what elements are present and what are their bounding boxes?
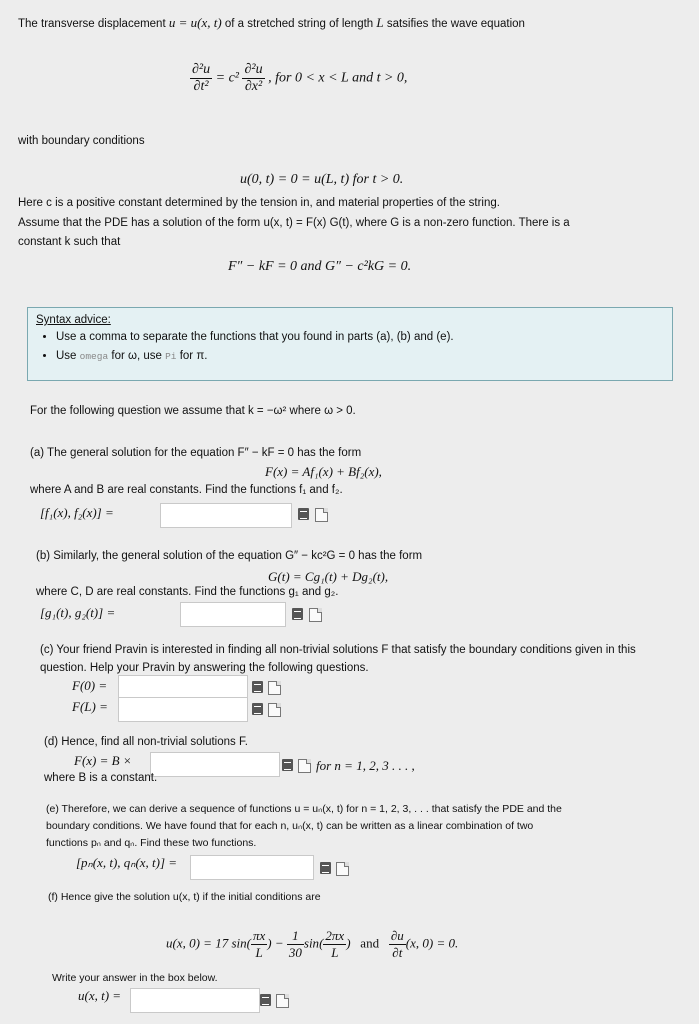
part-a-label: [f₁(x), f₂(x)] = (40, 505, 114, 520)
ode-pair: F″ − kF = 0 and G″ − c²kG = 0. (228, 259, 412, 274)
part-a-text2: where A and B are real constants. Find the functions f₁ and f₂. (30, 484, 343, 496)
part-d-text: (d) Hence, find all non-trivial solutions F. (44, 736, 248, 748)
u-definition: u = u(x, t) (168, 15, 222, 30)
preview-icon[interactable] (252, 681, 263, 693)
preview-icon[interactable] (320, 862, 331, 874)
part-f-text2: Write your answer in the box below. (52, 972, 218, 984)
help-document-icon[interactable] (309, 608, 322, 622)
preview-icon[interactable] (292, 608, 303, 620)
part-b-label: [g₁(t), g₂(t)] = (40, 605, 116, 620)
part-d-label: F(x) = B × (74, 753, 132, 768)
advice-item-symbols: • Use omega for ω, use Pi for π. (56, 347, 454, 366)
help-document-icon[interactable] (268, 681, 281, 695)
initial-conditions: u(x, 0) = 17 sin( $\frac{\pi x}{L}$ ) − $\frac{1}{30}$ sin( $\frac{2\pi x}{L}$ ) and $\frac{\partial u}{\partial t}$ (x, 0) = 0. (166, 928, 459, 960)
part-d-suffix: for n = 1, 2, 3 . . . , (316, 758, 415, 773)
preview-icon[interactable] (298, 508, 309, 520)
help-document-icon[interactable] (268, 703, 281, 717)
code-omega: omega (79, 351, 109, 362)
part-f-text: (f) Hence give the solution u(x, t) if the initial conditions are (48, 891, 321, 903)
fl-input[interactable] (118, 697, 248, 722)
part-f-label: u(x, t) = (78, 988, 122, 1003)
part-e-text2: boundary conditions. We have found that for each n, uₙ(x, t) can be written as a linear combination of two (46, 820, 534, 832)
constant-text: constant k such that (18, 236, 121, 248)
intro-line: The transverse displacement u = u(x, t) of a stretched string of length L satsifies the wave equation (18, 15, 525, 30)
help-document-icon[interactable] (315, 508, 328, 522)
help-document-icon[interactable] (336, 862, 349, 876)
part-d-input[interactable] (150, 752, 280, 777)
here-c-text: Here c is a positive constant determined by the tension in, and material properties of the string. (18, 197, 500, 209)
syntax-advice-panel (27, 307, 673, 381)
part-c-text2: question. Help your Pravin by answering the following questions. (40, 662, 369, 674)
part-b-formula: G(t) = Cg₁(t) + Dg₂(t), (268, 569, 389, 584)
assumption-text: For the following question we assume that k = −ω² where ω > 0. (30, 405, 356, 417)
boundary-conditions: u(0, t) = 0 = u(L, t) for t > 0. (240, 172, 404, 187)
part-c-label-fl: F(L) = (72, 699, 108, 714)
part-b-input[interactable] (180, 602, 286, 627)
preview-icon[interactable] (252, 703, 263, 715)
part-f-input[interactable] (130, 988, 260, 1013)
wave-equation: $\frac{\text{∂²u}}{\text{∂t²}}$ = c² $\frac{\text{∂²u}}{\text{∂x²}}$ , for 0 < x < L and t > 0, (192, 62, 408, 94)
part-e-input[interactable] (190, 855, 314, 880)
preview-icon[interactable] (282, 759, 293, 771)
help-document-icon[interactable] (298, 759, 311, 773)
assume-text: Assume that the PDE has a solution of the form u(x, t) = F(x) G(t), where G is a non-zero function. There is a (18, 217, 570, 229)
part-a-input[interactable] (160, 503, 292, 528)
part-e-text: (e) Therefore, we can derive a sequence of functions u = uₙ(x, t) for n = 1, 2, 3, . . . that satisfy the PDE and the (46, 803, 562, 815)
part-a-formula: F(x) = Af₁(x) + Bf₂(x), (265, 464, 382, 479)
advice-heading: Syntax advice: (36, 314, 111, 326)
part-c-text: (c) Your friend Pravin is interested in finding all non-trivial solutions F that satisfy the boundary conditions given in this (40, 644, 636, 656)
with-bc-text: with boundary conditions (18, 135, 145, 147)
help-document-icon[interactable] (276, 994, 289, 1008)
part-d-text2: where B is a constant. (44, 772, 158, 784)
part-b-text: (b) Similarly, the general solution of the equation G″ − kc²G = 0 has the form (36, 550, 423, 562)
part-e-text3: functions pₙ and qₙ. Find these two functions. (46, 837, 257, 849)
part-c-label-f0: F(0) = (72, 678, 108, 693)
part-a-text: (a) The general solution for the equation F″ − kF = 0 has the form (30, 447, 362, 459)
part-b-text2: where C, D are real constants. Find the functions g₁ and g₂. (36, 586, 339, 598)
advice-item-comma: • Use a comma to separate the functions that you found in parts (a), (b) and (e). (56, 328, 454, 347)
preview-icon[interactable] (260, 994, 271, 1006)
code-pi: Pi (165, 351, 177, 362)
part-e-label: [pₙ(x, t), qₙ(x, t)] = (76, 855, 178, 870)
